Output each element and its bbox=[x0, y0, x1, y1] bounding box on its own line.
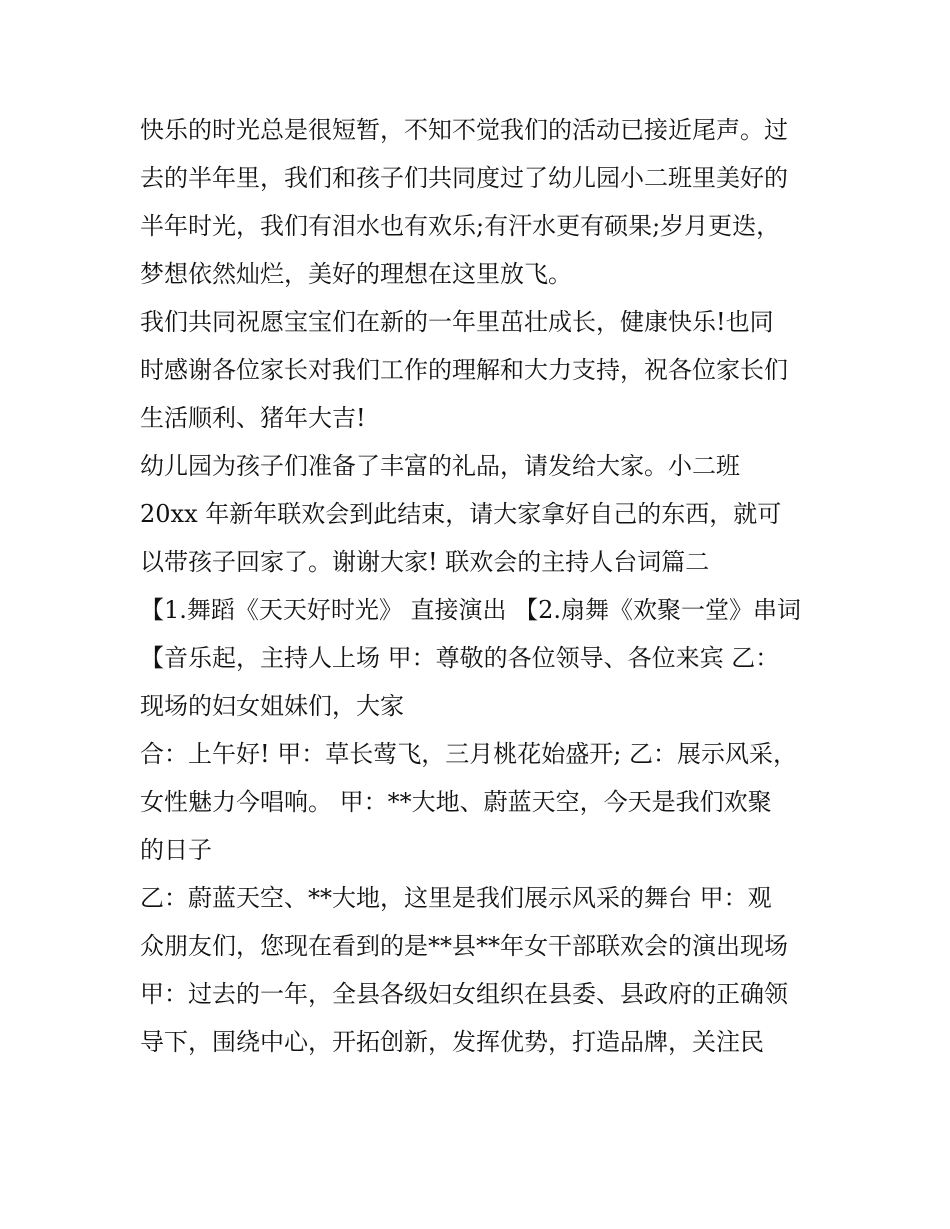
text-line: 现场的妇女姐妹们，大家 bbox=[140, 692, 404, 720]
text-line: 众朋友们，您现在看到的是**县**年女干部联欢会的演出现场 bbox=[140, 932, 788, 960]
text-line: 合：上午好! 甲：草长莺飞，三月桃花始盛开; 乙：展示风采， bbox=[140, 740, 797, 768]
text-line: 【音乐起，主持人上场 甲：尊敬的各位领导、各位来宾 乙： bbox=[140, 644, 780, 672]
text-line: 乙：蔚蓝天空、**大地，这里是我们展示风采的舞台 甲：观 bbox=[140, 884, 772, 912]
document-body bbox=[140, 106, 820, 1066]
text-line: 生活顺利、猪年大吉! bbox=[140, 404, 366, 432]
text-line: 的日子 bbox=[140, 836, 212, 864]
text-line: 以带孩子回家了。谢谢大家! 联欢会的主持人台词篇二 bbox=[140, 548, 710, 576]
text-line: 甲：过去的一年，全县各级妇女组织在县委、县政府的正确领 bbox=[140, 980, 788, 1008]
text-line: 幼儿园为孩子们准备了丰富的礼品，请发给大家。小二班 bbox=[140, 452, 740, 480]
text-line: 我们共同祝愿宝宝们在新的一年里茁壮成长，健康快乐!也同 bbox=[140, 308, 774, 336]
text-line: 【1.舞蹈《天天好时光》 直接演出 【2.扇舞《欢聚一堂》串词 bbox=[140, 596, 802, 624]
text-line: 半年时光，我们有泪水也有欢乐;有汗水更有硕果;岁月更迭， bbox=[140, 212, 781, 240]
text-line: 导下，围绕中心，开拓创新，发挥优势，打造品牌，关注民 bbox=[140, 1028, 764, 1056]
text-line: 20xx 年新年联欢会到此结束，请大家拿好自己的东西，就可 bbox=[140, 500, 782, 528]
text-line: 时感谢各位家长对我们工作的理解和大力支持，祝各位家长们 bbox=[140, 356, 788, 384]
text-line: 去的半年里，我们和孩子们共同度过了幼儿园小二班里美好的 bbox=[140, 164, 788, 192]
text-line: 快乐的时光总是很短暂，不知不觉我们的活动已接近尾声。过 bbox=[140, 116, 788, 144]
text-line: 梦想依然灿烂，美好的理想在这里放飞。 bbox=[140, 260, 572, 288]
text-line: 女性魅力今唱响。 甲：**大地、蔚蓝天空，今天是我们欢聚 bbox=[140, 788, 772, 816]
